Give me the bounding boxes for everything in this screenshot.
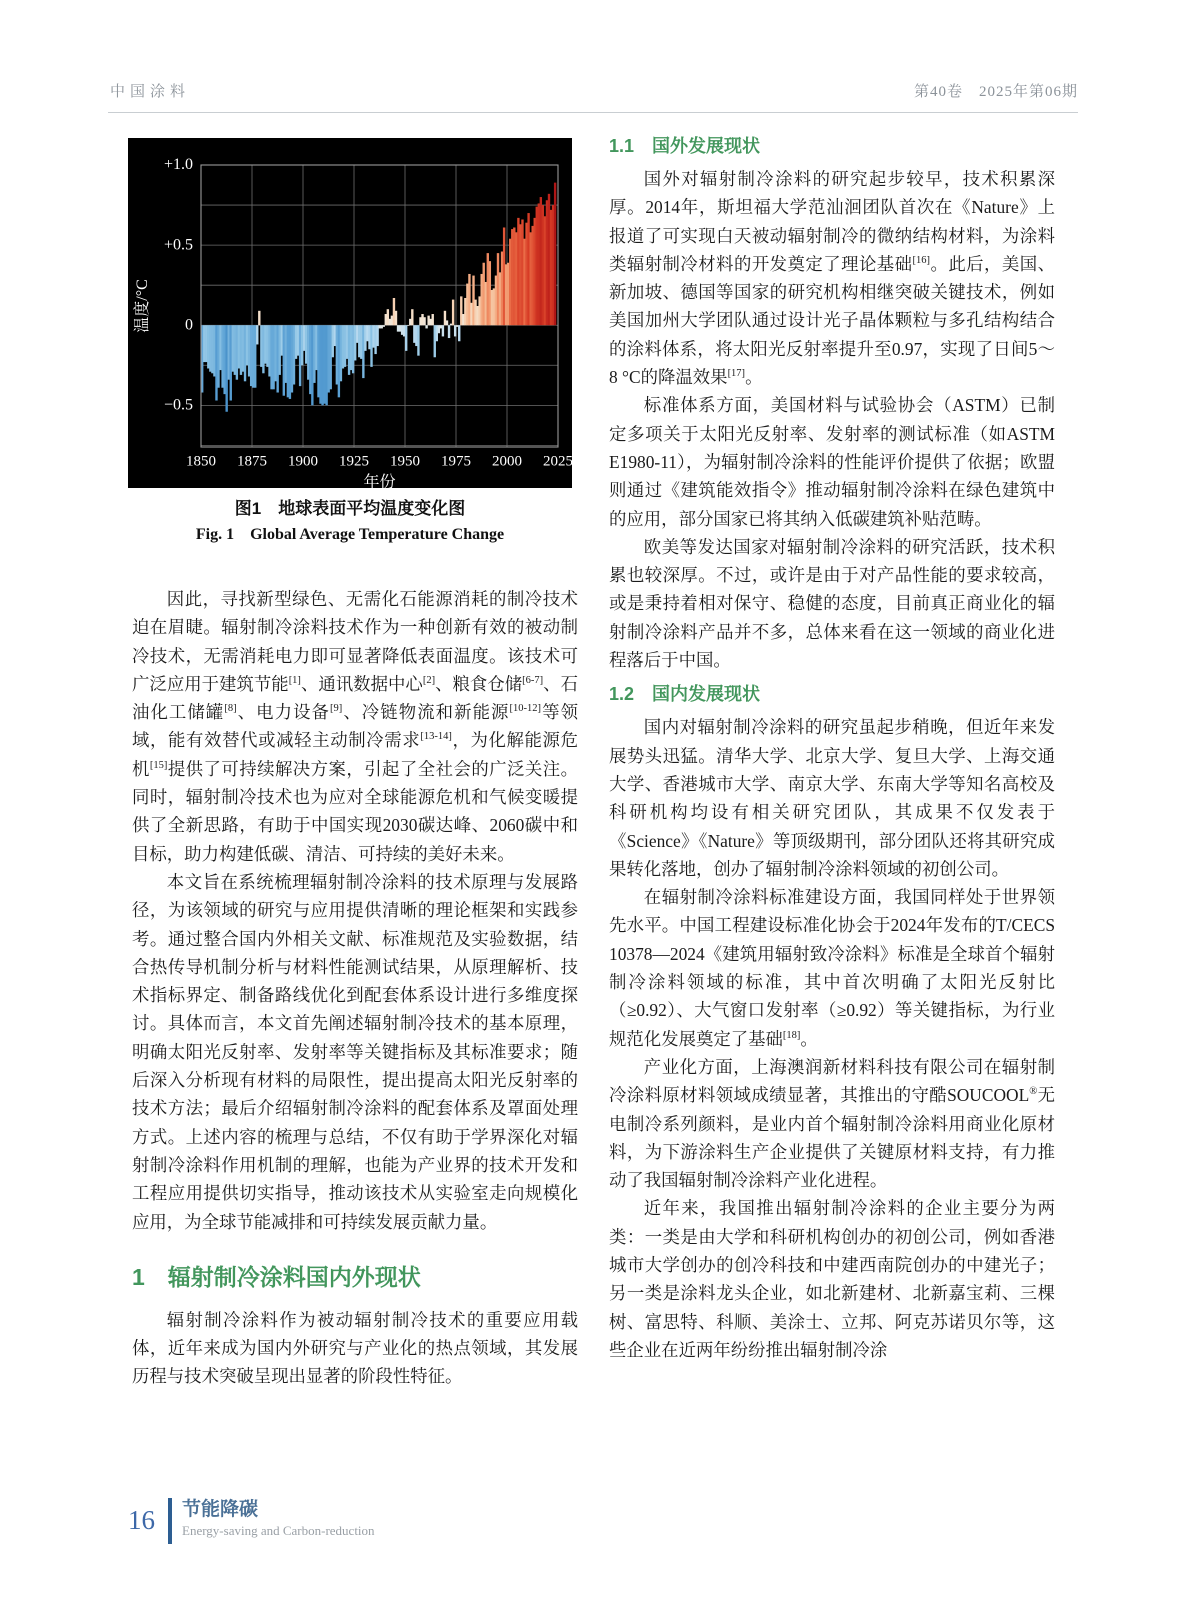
paragraph: 国外对辐射制冷涂料的研究起步较早，技术积累深厚。2014年，斯坦福大学范汕洄团队首次在《Nature》上报道了可实现白天被动辐射制冷的微纳结构材料，为涂料类辐射制冷材料的开发奠定了理论基础[16]。此后，美国、新加坡、德国等国家的研究机构相继突破关键技术，例如美国加州大学团队通过设计光子晶体颗粒与多孔结构结合的涂料体系，将太阳光反射率提升至0.97，实现了日间5～8 °C的降温效果[17]。 (609, 169, 1055, 388)
paragraph: 本文旨在系统梳理辐射制冷涂料的技术原理与发展路径，为该领域的研究与应用提供清晰的理论框架和实践参考。通过整合国内外相关文献、标准规范及实验数据，结合热传导机制分析与材料性能测试结果，从原理解析、技术指标界定、制备路线优化到配套体系设计进行多维度探讨。具体而言，本文首先阐述辐射制冷技术的基本原理，明确太阳光反射率、发射率等关键指标及其标准要求；随后深入分析现有材料的局限性，提出提高太阳光反射率的技术方法；最后介绍辐射制冷涂料的配套体系及罩面处理方式。上述内容的梳理与总结，不仅有助于学界深化对辐射制冷涂料作用机制的理解，也能为产业界的技术开发和工程应用提供切实指导，推动该技术从实验室走向规模化应用，为全球节能减排和可持续发展贡献力量。 (132, 871, 578, 1232)
figure-caption-zh: 图1 地球表面平均温度变化图 (234, 499, 466, 518)
journal-title: 中国涂料 (110, 84, 191, 100)
paragraph: 近年来，我国推出辐射制冷涂料的企业主要分为两类：一类是由大学和科研机构创办的初创公司，例如香港城市大学创办的创冷科技和中建西南院创办的中建光子；另一类是涂料龙头企业，如北新建材、北新嘉宝莉、三棵树、富思特、科顺、美涂士、立邦、阿克苏诺贝尔等，这些企业在近两年纷纷推出辐射制冷涂 (609, 1198, 1055, 1360)
paragraph: 标准体系方面，美国材料与试验协会（ASTM）已制定多项关于太阳光反射率、发射率的测试标准（如ASTM E1980-11），为辐射制冷涂料的性能评价提供了依据；欧盟则通过《建筑能效指令》推动辐射制冷涂料在绿色建筑中的应用，部分国家已将其纳入低碳建筑补贴范畴。 (609, 395, 1055, 529)
paragraph: 欧美等发达国家对辐射制冷涂料的研究活跃，技术积累也较深厚。不过，或许是由于对产品性能的要求较高，或是秉持着相对保守、稳健的态度，目前真正商业化的辐射制冷涂料产品并不多，总体来看在这一领域的商业化进程落后于中国。 (609, 536, 1055, 671)
right-column (609, 126, 1055, 1364)
paragraph: 因此，寻找新型绿色、无需化石能源消耗的制冷技术迫在眉睫。辐射制冷涂料技术作为一种创新有效的被动制冷技术，无需消耗电力即可显著降低表面温度。该技术可广泛应用于建筑节能[1]、通讯数据中心[2]、粮食仓储[6-7]、石油化工储罐[8]、电力设备[9]、冷链物流和新能源[10-12]等领域，能有效替代或减轻主动制冷需求[13-14]，为化解能源危机[15]提供了可持续解决方案，引起了全社会的广泛关注。同时，辐射制冷技术也为应对全球能源危机和气候变暖提供了全新思路，有助于中国实现2030碳达峰、2060碳中和目标，助力构建低碳、清洁、可持续的美好未来。 (132, 589, 578, 864)
paragraph: 辐射制冷涂料作为被动辐射制冷技术的重要应用载体，近年来成为国内外研究与产业化的热点领域，其发展历程与技术突破呈现出显著的阶段性特征。 (132, 1309, 578, 1387)
left-column (132, 585, 578, 1391)
subsection-heading: 1.1 国外发展现状 (609, 136, 761, 156)
paragraph: 国内对辐射制冷涂料的研究虽起步稍晚，但近年来发展势头迅猛。清华大学、北京大学、复旦大学、上海交通大学、香港城市大学、南京大学、东南大学等知名高校及科研机构均设有相关研究团队，其成果不仅发表于《Science》《Nature》等顶级期刊，部分团队还将其研究成果转化落地，创办了辐射制冷涂料领域的初创公司。 (609, 717, 1055, 879)
subsection-heading: 1.2 国内发展现状 (609, 684, 761, 705)
paragraph: 在辐射制冷涂料标准建设方面，我国同样处于世界领先水平。中国工程建设标准化协会于2024年发布的T/CECS 10378—2024《建筑用辐射致冷涂料》标准是全球首个辐射制冷涂料领域的标准，其中首次明确了太阳光反射比（≥0.92）、大气窗口发射率（≥0.92）等关键指标，为行业规范化发展奠定了基础[18]。 (609, 887, 1055, 1049)
footer-column-title-en: Energy-saving and Carbon-reduction (182, 1523, 375, 1538)
footer-column-rubric (182, 1496, 375, 1540)
header-rule (108, 112, 1078, 113)
footer-divider (168, 1498, 172, 1544)
paragraph: 产业化方面，上海澳润新材料科技有限公司在辐射制冷涂料原材料领域成绩显著，其推出的守酷SOUCOOL®无电制冷系列颜料，是业内首个辐射制冷涂料用商业化原材料，为下游涂料生产企业提供了关键原材料支持，有力推动了我国辐射制冷涂料产业化进程。 (609, 1056, 1055, 1191)
page-footer (128, 1496, 375, 1544)
figure-caption-en: Fig. 1 Global Average Temperature Change (195, 526, 505, 543)
chart-canvas (128, 138, 572, 488)
footer-page-number: 16 (128, 1505, 155, 1535)
issue-info: 第40卷 2025年第06期 (913, 84, 1078, 100)
page-header (110, 80, 1078, 101)
figure-1 (128, 138, 572, 547)
section-heading: 1 辐射制冷涂料国内外现状 (132, 1263, 421, 1290)
footer-column-title-zh: 节能降碳 (182, 1499, 259, 1520)
